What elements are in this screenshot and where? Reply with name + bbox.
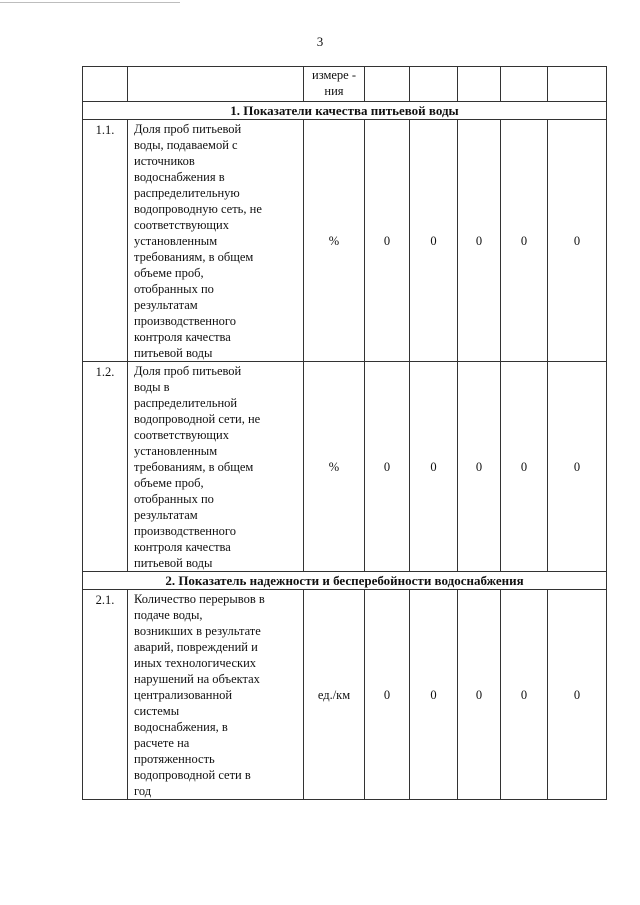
description-line: результатам (134, 298, 198, 312)
row-number: 1.2. (83, 362, 128, 572)
description-line: требованиям, в общем (134, 460, 254, 474)
header-value-cell (501, 67, 548, 102)
table-row (83, 590, 607, 800)
description-line: Доля проб питьевой (134, 122, 242, 136)
description-line: аварий, повреждений и (134, 640, 258, 654)
header-value-cell (365, 67, 410, 102)
description-line: установленным (134, 444, 218, 458)
value-cell: 0 (501, 362, 548, 572)
description-line: водопроводную сеть, не (134, 202, 262, 216)
header-unit-line: ния (324, 83, 344, 98)
description-line: соответствующих (134, 218, 229, 232)
description-line: водоснабжения в (134, 170, 225, 184)
value-cell: 0 (458, 590, 501, 800)
value-cell: 0 (458, 362, 501, 572)
header-value-cell (458, 67, 501, 102)
value-cell: 0 (365, 362, 410, 572)
description-line: системы (134, 704, 180, 718)
description-line: подаче воды, (134, 608, 203, 622)
description-line: воды в (134, 380, 170, 394)
indicator-description (128, 590, 304, 800)
unit-cell: % (304, 362, 365, 572)
header-unit-cell (304, 67, 365, 102)
description-line: отобранных по (134, 282, 214, 296)
description-line: возникших в результате (134, 624, 261, 638)
unit-cell: % (304, 120, 365, 362)
description-line: Количество перерывов в (134, 592, 265, 606)
header-name-cell (128, 67, 304, 102)
value-cell: 0 (410, 590, 458, 800)
section-header-row (83, 102, 607, 120)
description-line: производственного (134, 524, 236, 538)
description-line: объеме проб, (134, 266, 204, 280)
indicator-description (128, 362, 304, 572)
value-cell: 0 (548, 120, 607, 362)
value-cell: 0 (548, 590, 607, 800)
description-line: результатам (134, 508, 198, 522)
description-line: контроля качества (134, 540, 231, 554)
description-line: распределительную (134, 186, 240, 200)
section-title: 2. Показатель надежности и бесперебойности водоснабжения (83, 572, 607, 590)
description-line: протяженность (134, 752, 215, 766)
top-rule (0, 2, 180, 3)
description-line: питьевой воды (134, 346, 213, 360)
row-number: 1.1. (83, 120, 128, 362)
row-number: 2.1. (83, 590, 128, 800)
unit-cell: ед./км (304, 590, 365, 800)
description-line: питьевой воды (134, 556, 213, 570)
table-row (83, 362, 607, 572)
description-line: водоснабжения, в (134, 720, 228, 734)
header-num-cell (83, 67, 128, 102)
value-cell: 0 (410, 120, 458, 362)
section-title: 1. Показатели качества питьевой воды (83, 102, 607, 120)
description-line: Доля проб питьевой (134, 364, 242, 378)
description-line: объеме проб, (134, 476, 204, 490)
value-cell: 0 (548, 362, 607, 572)
indicator-description (128, 120, 304, 362)
description-line: источников (134, 154, 195, 168)
description-line: нарушений на объектах (134, 672, 260, 686)
description-line: год (134, 784, 152, 798)
description-line: установленным (134, 234, 218, 248)
description-line: соответствующих (134, 428, 229, 442)
value-cell: 0 (458, 120, 501, 362)
header-value-cell (410, 67, 458, 102)
indicators-table (82, 66, 607, 800)
value-cell: 0 (501, 590, 548, 800)
description-line: требованиям, в общем (134, 250, 254, 264)
description-line: производственного (134, 314, 236, 328)
description-line: водопроводной сети в (134, 768, 251, 782)
value-cell: 0 (501, 120, 548, 362)
description-line: воды, подаваемой с (134, 138, 238, 152)
header-unit-line: измере - (312, 68, 356, 82)
description-line: расчете на (134, 736, 190, 750)
description-line: распределительной (134, 396, 238, 410)
description-line: централизованной (134, 688, 233, 702)
description-line: отобранных по (134, 492, 214, 506)
description-line: контроля качества (134, 330, 231, 344)
value-cell: 0 (410, 362, 458, 572)
page-number: 3 (316, 34, 324, 49)
description-line: иных технологических (134, 656, 257, 670)
table-row (83, 120, 607, 362)
header-value-cell (548, 67, 607, 102)
section-header-row (83, 572, 607, 590)
value-cell: 0 (365, 590, 410, 800)
description-line: водопроводной сети, не (134, 412, 261, 426)
header-row (83, 67, 607, 102)
value-cell: 0 (365, 120, 410, 362)
